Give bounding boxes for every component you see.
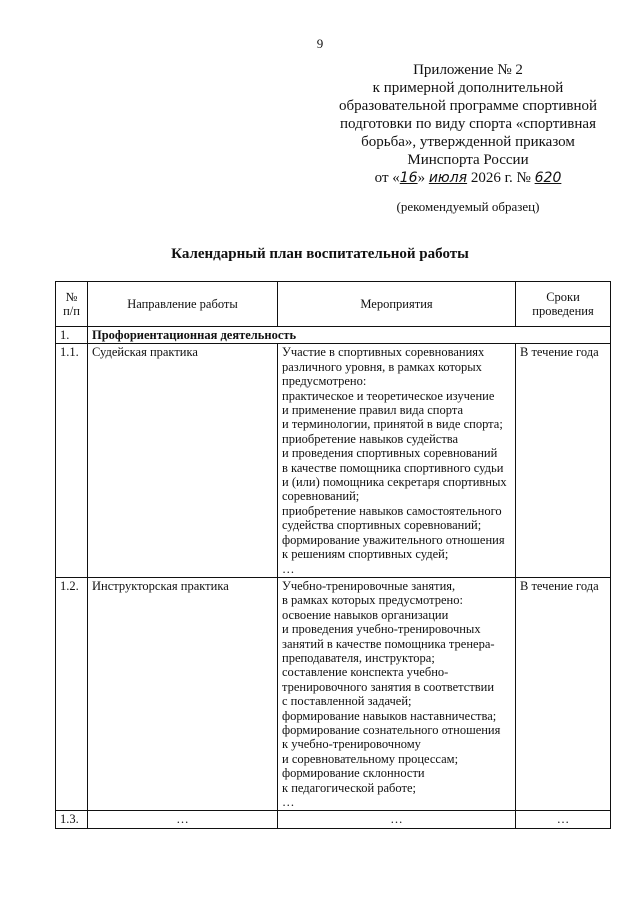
header-num: № п/п: [56, 282, 88, 327]
event-line: практическое и теоретическое изучение: [282, 388, 495, 403]
handwritten-month: июля: [428, 170, 468, 186]
row-direction: …: [88, 811, 278, 828]
appendix-line: подготовки по виду спорта «спортивная: [340, 116, 596, 132]
row-events: …: [278, 811, 516, 828]
header-terms: Сроки проведения: [516, 282, 611, 327]
event-line: …: [282, 561, 295, 576]
recommended-sample-note: (рекомендуемый образец): [396, 199, 540, 214]
row-events: [278, 344, 516, 578]
section-num: 1.: [56, 327, 88, 344]
handwritten-order-number: 620: [534, 170, 562, 186]
section-row: [56, 327, 611, 344]
event-line: освоение навыков организации: [282, 607, 449, 622]
event-line: тренировочного занятия в соответствии: [282, 679, 495, 694]
event-line: соревнований;: [282, 489, 360, 504]
row-terms: В течение года: [516, 344, 611, 578]
event-line: и проведения спортивных соревнований: [282, 446, 498, 461]
date-year: 2026 г. №: [470, 170, 531, 186]
event-line: и соревновательному процессам;: [282, 751, 459, 766]
event-line: и проведения учебно-тренировочных: [282, 622, 481, 637]
event-line: занятий в качестве помощника тренера-: [282, 636, 495, 651]
event-line: приобретение навыков самостоятельного: [282, 503, 502, 518]
row-direction: Судейская практика: [88, 344, 278, 578]
event-line: Учебно-тренировочные занятия,: [282, 578, 456, 593]
header-direction: Направление работы: [88, 282, 278, 327]
appendix-line: борьба», утвержденной приказом: [361, 134, 575, 150]
event-line: формирование уважительного отношения: [282, 532, 505, 547]
appendix-block: [318, 61, 618, 187]
event-line: приобретение навыков судейства: [282, 431, 459, 446]
appendix-line: Приложение № 2: [413, 62, 523, 78]
event-line: формирование склонности: [282, 766, 425, 781]
handwritten-day: 16: [399, 170, 418, 186]
table-row: [56, 577, 611, 811]
page-number: 9: [316, 36, 324, 51]
order-date-line: [318, 169, 618, 187]
row-num: 1.1.: [56, 344, 88, 578]
education-plan-table: [55, 281, 611, 829]
table-row: [56, 811, 611, 828]
event-line: предусмотрено:: [282, 374, 367, 389]
row-num: 1.2.: [56, 577, 88, 811]
document-title: Календарный план воспитательной работы: [171, 246, 469, 262]
event-line: к учебно-тренировочному: [282, 737, 421, 752]
event-line: судейства спортивных соревнований;: [282, 518, 482, 533]
event-line: к решениям спортивных судей;: [282, 547, 449, 562]
event-line: Участие в спортивных соревнованиях: [282, 345, 485, 360]
date-quote-close: »: [417, 170, 426, 186]
header-events: Мероприятия: [278, 282, 516, 327]
event-line: и применение правил вида спорта: [282, 403, 463, 418]
table-row: [56, 344, 611, 578]
appendix-line: к примерной дополнительной: [372, 80, 564, 96]
row-events: [278, 577, 516, 811]
table-header-row: [56, 282, 611, 327]
event-line: в качестве помощника спортивного судьи: [282, 460, 504, 475]
event-line: формирование навыков наставничества;: [282, 708, 497, 723]
event-line: и терминологии, принятой в виде спорта;: [282, 417, 503, 432]
event-line: …: [282, 795, 295, 809]
event-line: и (или) помощника секретаря спортивных: [282, 475, 507, 490]
row-direction: Инструкторская практика: [88, 577, 278, 811]
event-line: формирование сознательного отношения: [282, 722, 501, 737]
appendix-line: Минспорта России: [407, 152, 529, 168]
section-title: Профориентационная деятельность: [88, 327, 611, 344]
row-terms: …: [516, 811, 611, 828]
event-line: с поставленной задачей;: [282, 694, 412, 709]
event-line: в рамках которых предусмотрено:: [282, 593, 463, 608]
appendix-line: образовательной программе спортивной: [338, 98, 598, 114]
event-line: к педагогической работе;: [282, 780, 416, 795]
event-line: составление конспекта учебно-: [282, 665, 449, 680]
date-prefix: от «: [374, 170, 400, 186]
row-num: 1.3.: [56, 811, 88, 828]
event-line: преподавателя, инструктора;: [282, 650, 435, 665]
row-terms: В течение года: [516, 577, 611, 811]
event-line: различного уровня, в рамках которых: [282, 359, 482, 374]
